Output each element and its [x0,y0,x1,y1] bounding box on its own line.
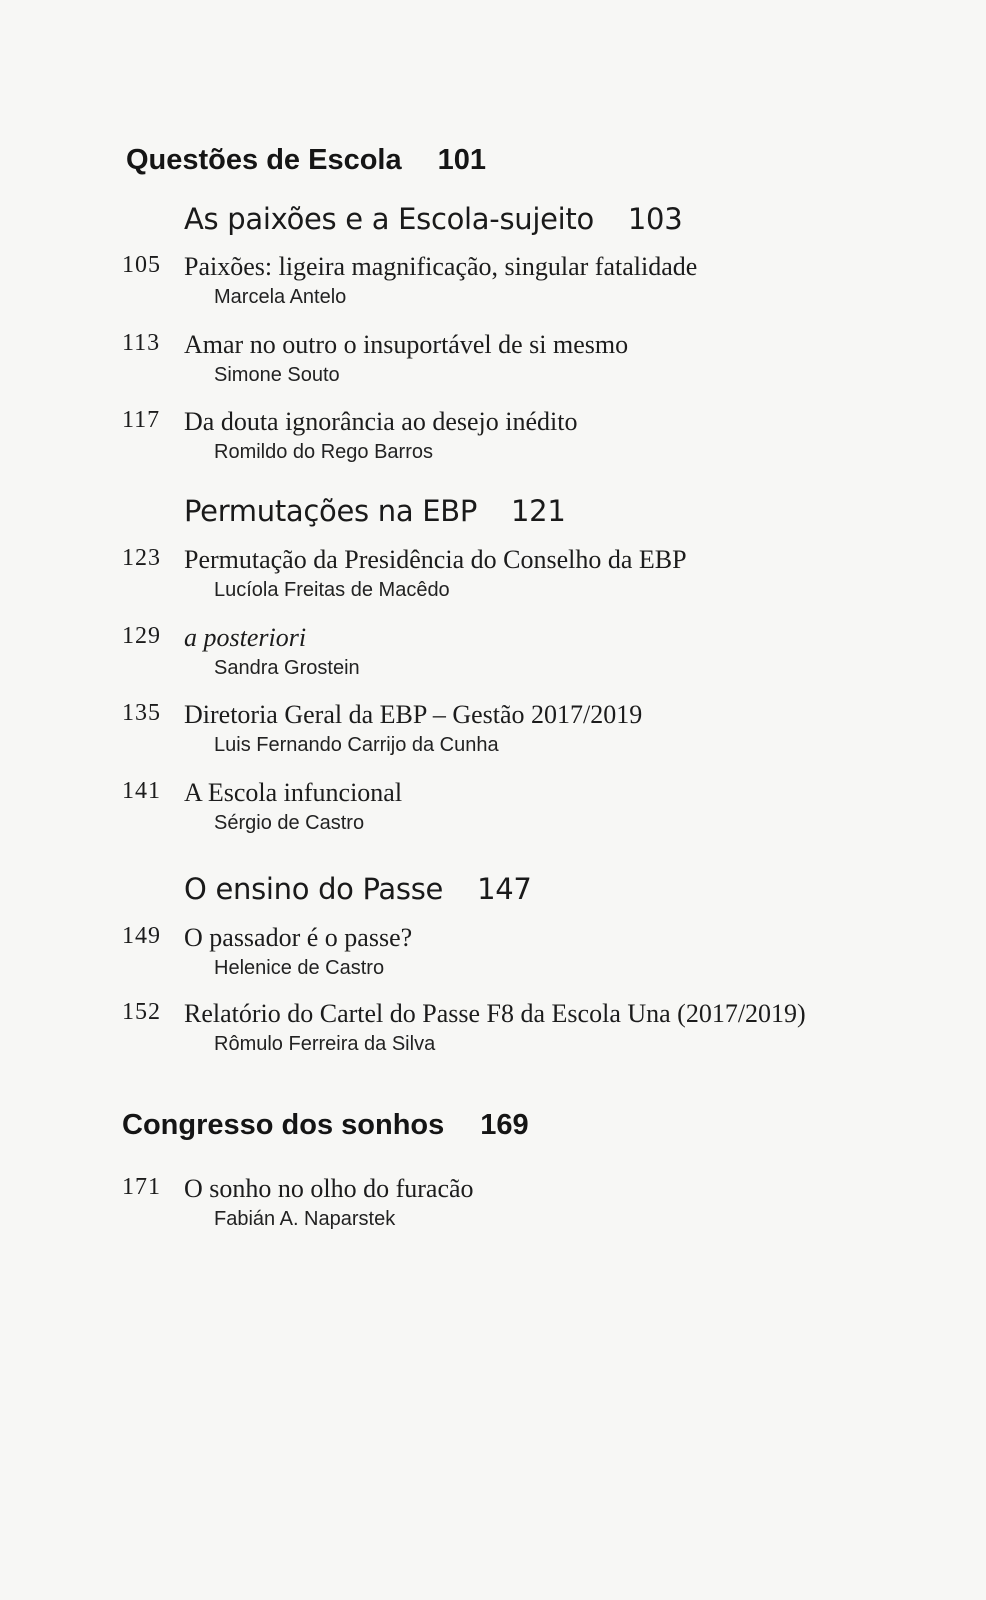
section-title: O ensino do Passe [184,872,444,906]
entry-author: Simone Souto [214,364,340,386]
toc-entry [0,700,986,778]
part-page-number: 101 [437,144,487,176]
entry-author: Romildo do Rego Barros [214,441,433,463]
entry-page-number: 141 [122,778,161,804]
section-page-number: 121 [511,494,566,528]
entry-page-number: 123 [122,545,161,571]
entry-page-number: 113 [122,330,161,356]
entry-author: Rômulo Ferreira da Silva [214,1033,436,1055]
toc-entry [0,778,986,856]
entry-page-number: 117 [122,407,161,433]
toc-entry [0,407,986,485]
entry-title: O sonho no olho do furacão [184,1174,474,1203]
entry-title: Diretoria Geral da EBP – Gestão 2017/2019 [184,700,643,729]
entry-author: Luis Fernando Carrijo da Cunha [214,734,499,756]
entry-title: Da douta ignorância ao desejo inédito [184,407,578,436]
toc-entry [0,330,986,408]
entry-author: Marcela Antelo [214,286,347,308]
section-title: Permutações na EBP [184,494,478,528]
section-page-number: 103 [627,202,683,236]
entry-author: Sérgio de Castro [214,812,365,834]
entry-page-number: 135 [122,700,161,726]
section-title: As paixões e a Escola-sujeito [184,202,594,236]
entry-title: A Escola infuncional [184,778,403,807]
section-page-number: 147 [477,872,532,906]
entry-title: Paixões: ligeira magnificação, singular fatalidade [184,252,698,281]
part-page-number: 169 [480,1109,529,1141]
toc-entry [0,623,986,701]
toc-entry [0,545,986,623]
toc-entry [0,1174,986,1252]
entry-page-number: 152 [122,999,161,1025]
entry-title: O passador é o passe? [184,923,413,952]
entry-title: a posteriori [184,623,307,652]
entry-author: Helenice de Castro [214,957,385,979]
section-heading [184,494,565,528]
part-heading [122,1109,529,1142]
section-heading [184,872,532,906]
entry-title: Relatório do Cartel do Passe F8 da Escola Una (2017/2019) [184,999,806,1028]
entry-page-number: 149 [122,923,161,949]
entry-title: Amar no outro o insuportável de si mesmo [184,330,629,359]
entry-author: Sandra Grostein [214,657,360,679]
entry-author: Fabián A. Naparstek [214,1208,396,1230]
toc-entry [0,252,986,330]
entry-author: Lucíola Freitas de Macêdo [214,579,450,601]
entry-page-number: 171 [122,1174,161,1200]
part-heading [126,144,486,177]
entry-title: Permutação da Presidência do Conselho da EBP [184,545,687,574]
toc-entry [0,999,986,1077]
section-heading [184,202,682,236]
toc-entry [0,923,986,1001]
part-title: Questões de Escola [126,144,402,176]
entry-page-number: 105 [122,252,161,278]
part-title: Congresso dos sonhos [122,1109,445,1141]
entry-page-number: 129 [122,623,161,649]
